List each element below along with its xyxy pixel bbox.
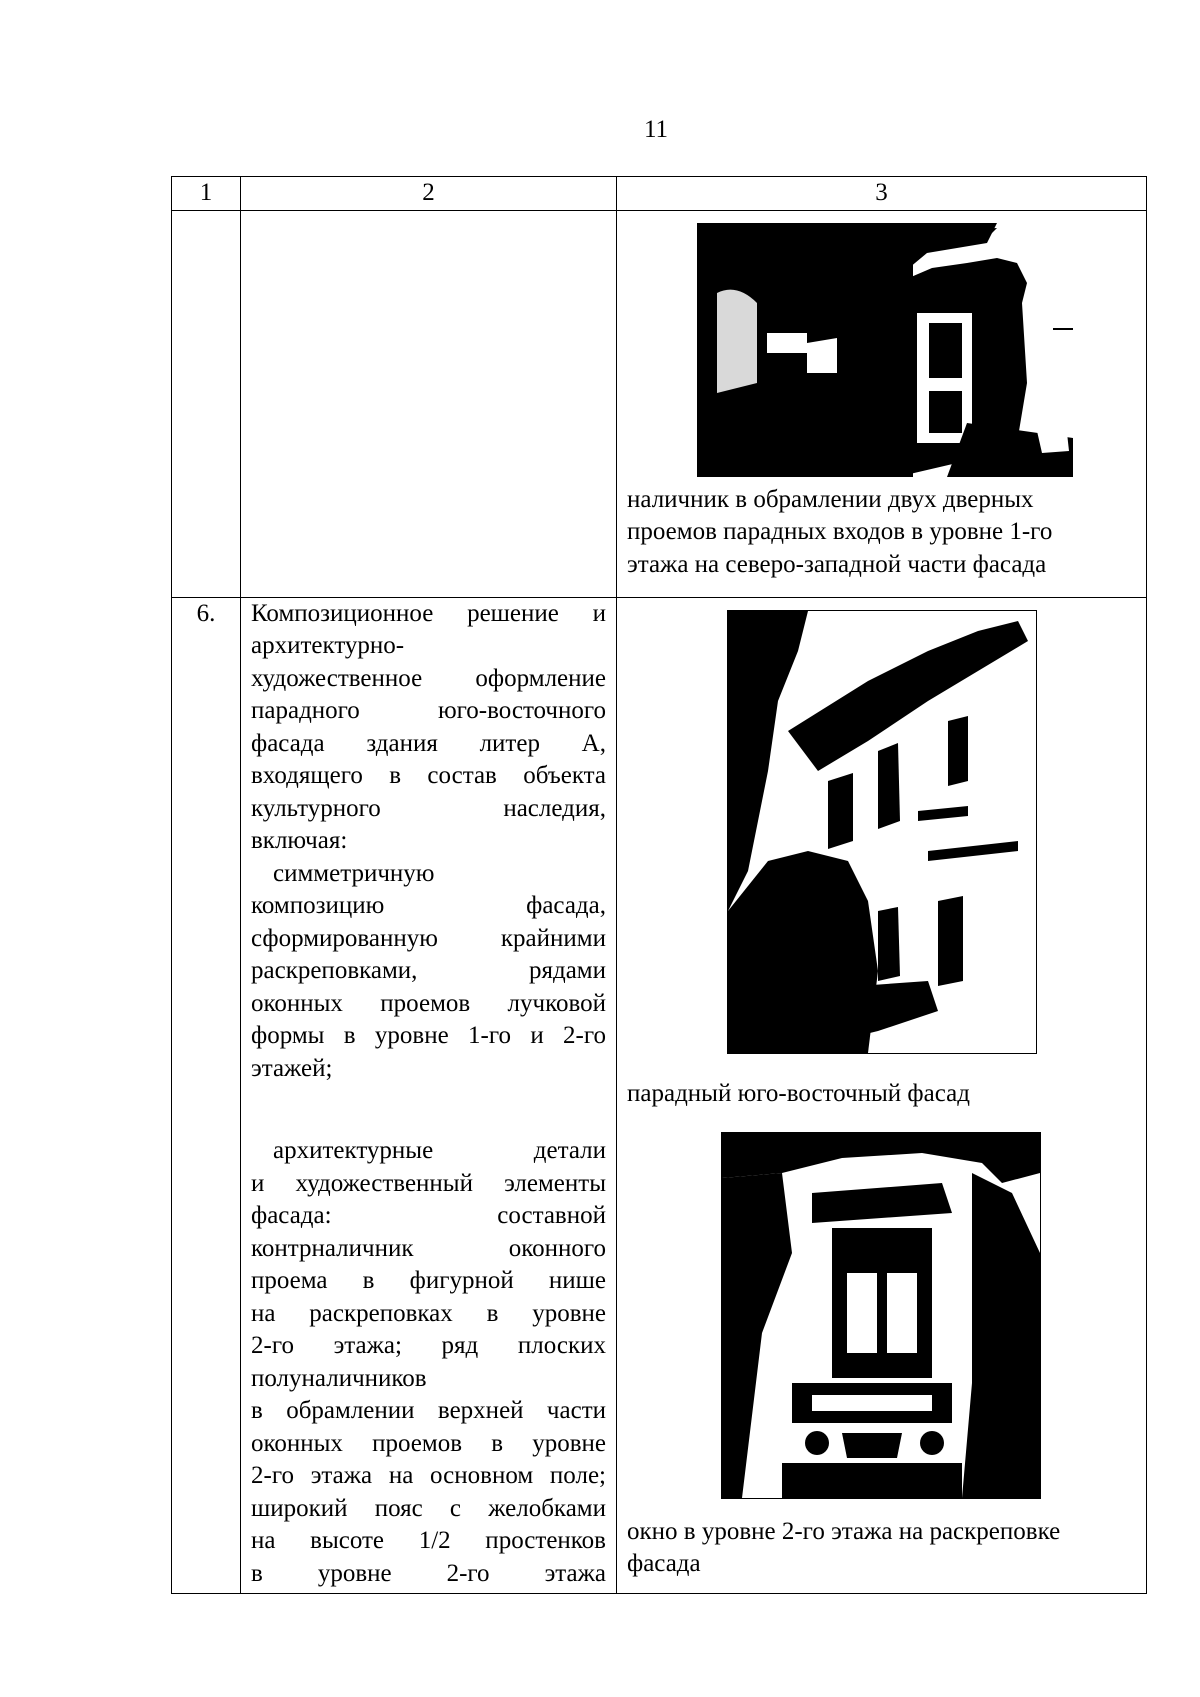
description-line: парадного юго-восточного bbox=[251, 697, 606, 724]
page-number: 11 bbox=[643, 116, 669, 143]
caption-line: этажа на северо-западной части фасада bbox=[627, 550, 1047, 578]
description-line: симметричную bbox=[273, 859, 435, 887]
table-header-row bbox=[172, 177, 1147, 211]
description-line: формы в уровне 1-го и 2-го bbox=[251, 1022, 606, 1049]
cell-description bbox=[241, 597, 617, 1593]
description-line: и художественный элементы bbox=[251, 1169, 606, 1197]
description-line: 2-го этажа; ряд плоских bbox=[251, 1332, 606, 1359]
description-line: Композиционное решение и bbox=[251, 599, 606, 627]
description-line: в уровне 2-го этажа bbox=[251, 1559, 606, 1587]
description-block-1 bbox=[251, 598, 606, 1086]
description-line: на раскреповках в уровне bbox=[251, 1299, 606, 1327]
description-line: на высоте 1/2 простенков bbox=[251, 1527, 606, 1554]
table-row-6 bbox=[172, 597, 1147, 1593]
description-line: входящего в состав объекта bbox=[251, 762, 606, 789]
monument-features-table bbox=[171, 176, 1147, 1594]
description-line: художественное оформление bbox=[251, 664, 606, 692]
cell-photos bbox=[617, 210, 1147, 597]
description-line: композицию фасада, bbox=[251, 892, 606, 919]
photo-southeast-facade bbox=[727, 610, 1037, 1054]
header-col-1: 1 bbox=[172, 177, 241, 211]
cell-description-empty bbox=[241, 210, 617, 597]
description-line: сформированную крайними bbox=[251, 924, 606, 952]
photo-window-projection bbox=[721, 1132, 1041, 1499]
description-line: оконных проемов лучковой bbox=[251, 989, 606, 1017]
caption-facade: парадный юго-восточный фасад bbox=[627, 1079, 970, 1107]
table-row-continued bbox=[172, 210, 1147, 597]
caption-line: наличник в обрамлении двух дверных bbox=[627, 485, 1034, 513]
row-number: 6. bbox=[172, 597, 241, 1593]
header-col-3: 3 bbox=[617, 177, 1147, 211]
header-col-2: 2 bbox=[241, 177, 617, 211]
description-line: полуналичников bbox=[251, 1364, 427, 1392]
description-line: фасада: составной bbox=[251, 1202, 606, 1229]
description-line: в обрамлении верхней части bbox=[251, 1397, 606, 1424]
description-line: широкий пояс с желобками bbox=[251, 1494, 606, 1522]
caption-line: окно в уровне 2-го этажа на раскреповке bbox=[627, 1517, 1061, 1545]
photo-door-casing bbox=[697, 223, 1073, 477]
description-line: раскреповками, рядами bbox=[251, 957, 606, 984]
caption-line: проемов парадных входов в уровне 1-го bbox=[627, 518, 1053, 545]
description-line: архитектурно- bbox=[251, 632, 405, 659]
description-line: архитектурные детали bbox=[273, 1137, 606, 1164]
description-line: проема в фигурной нише bbox=[251, 1267, 606, 1294]
description-line: контрналичник оконного bbox=[251, 1234, 606, 1262]
description-line: включая: bbox=[251, 827, 348, 854]
description-block-2 bbox=[251, 1135, 606, 1590]
caption-line: фасада bbox=[627, 1550, 701, 1577]
cell-photos bbox=[617, 597, 1147, 1593]
description-line: этажей; bbox=[251, 1054, 333, 1082]
description-line: культурного наследия, bbox=[251, 794, 606, 822]
description-line: фасада здания литер А, bbox=[251, 729, 606, 757]
description-line: 2-го этажа на основном поле; bbox=[251, 1462, 606, 1489]
cell-number-empty bbox=[172, 210, 241, 597]
description-line: оконных проемов в уровне bbox=[251, 1429, 606, 1457]
